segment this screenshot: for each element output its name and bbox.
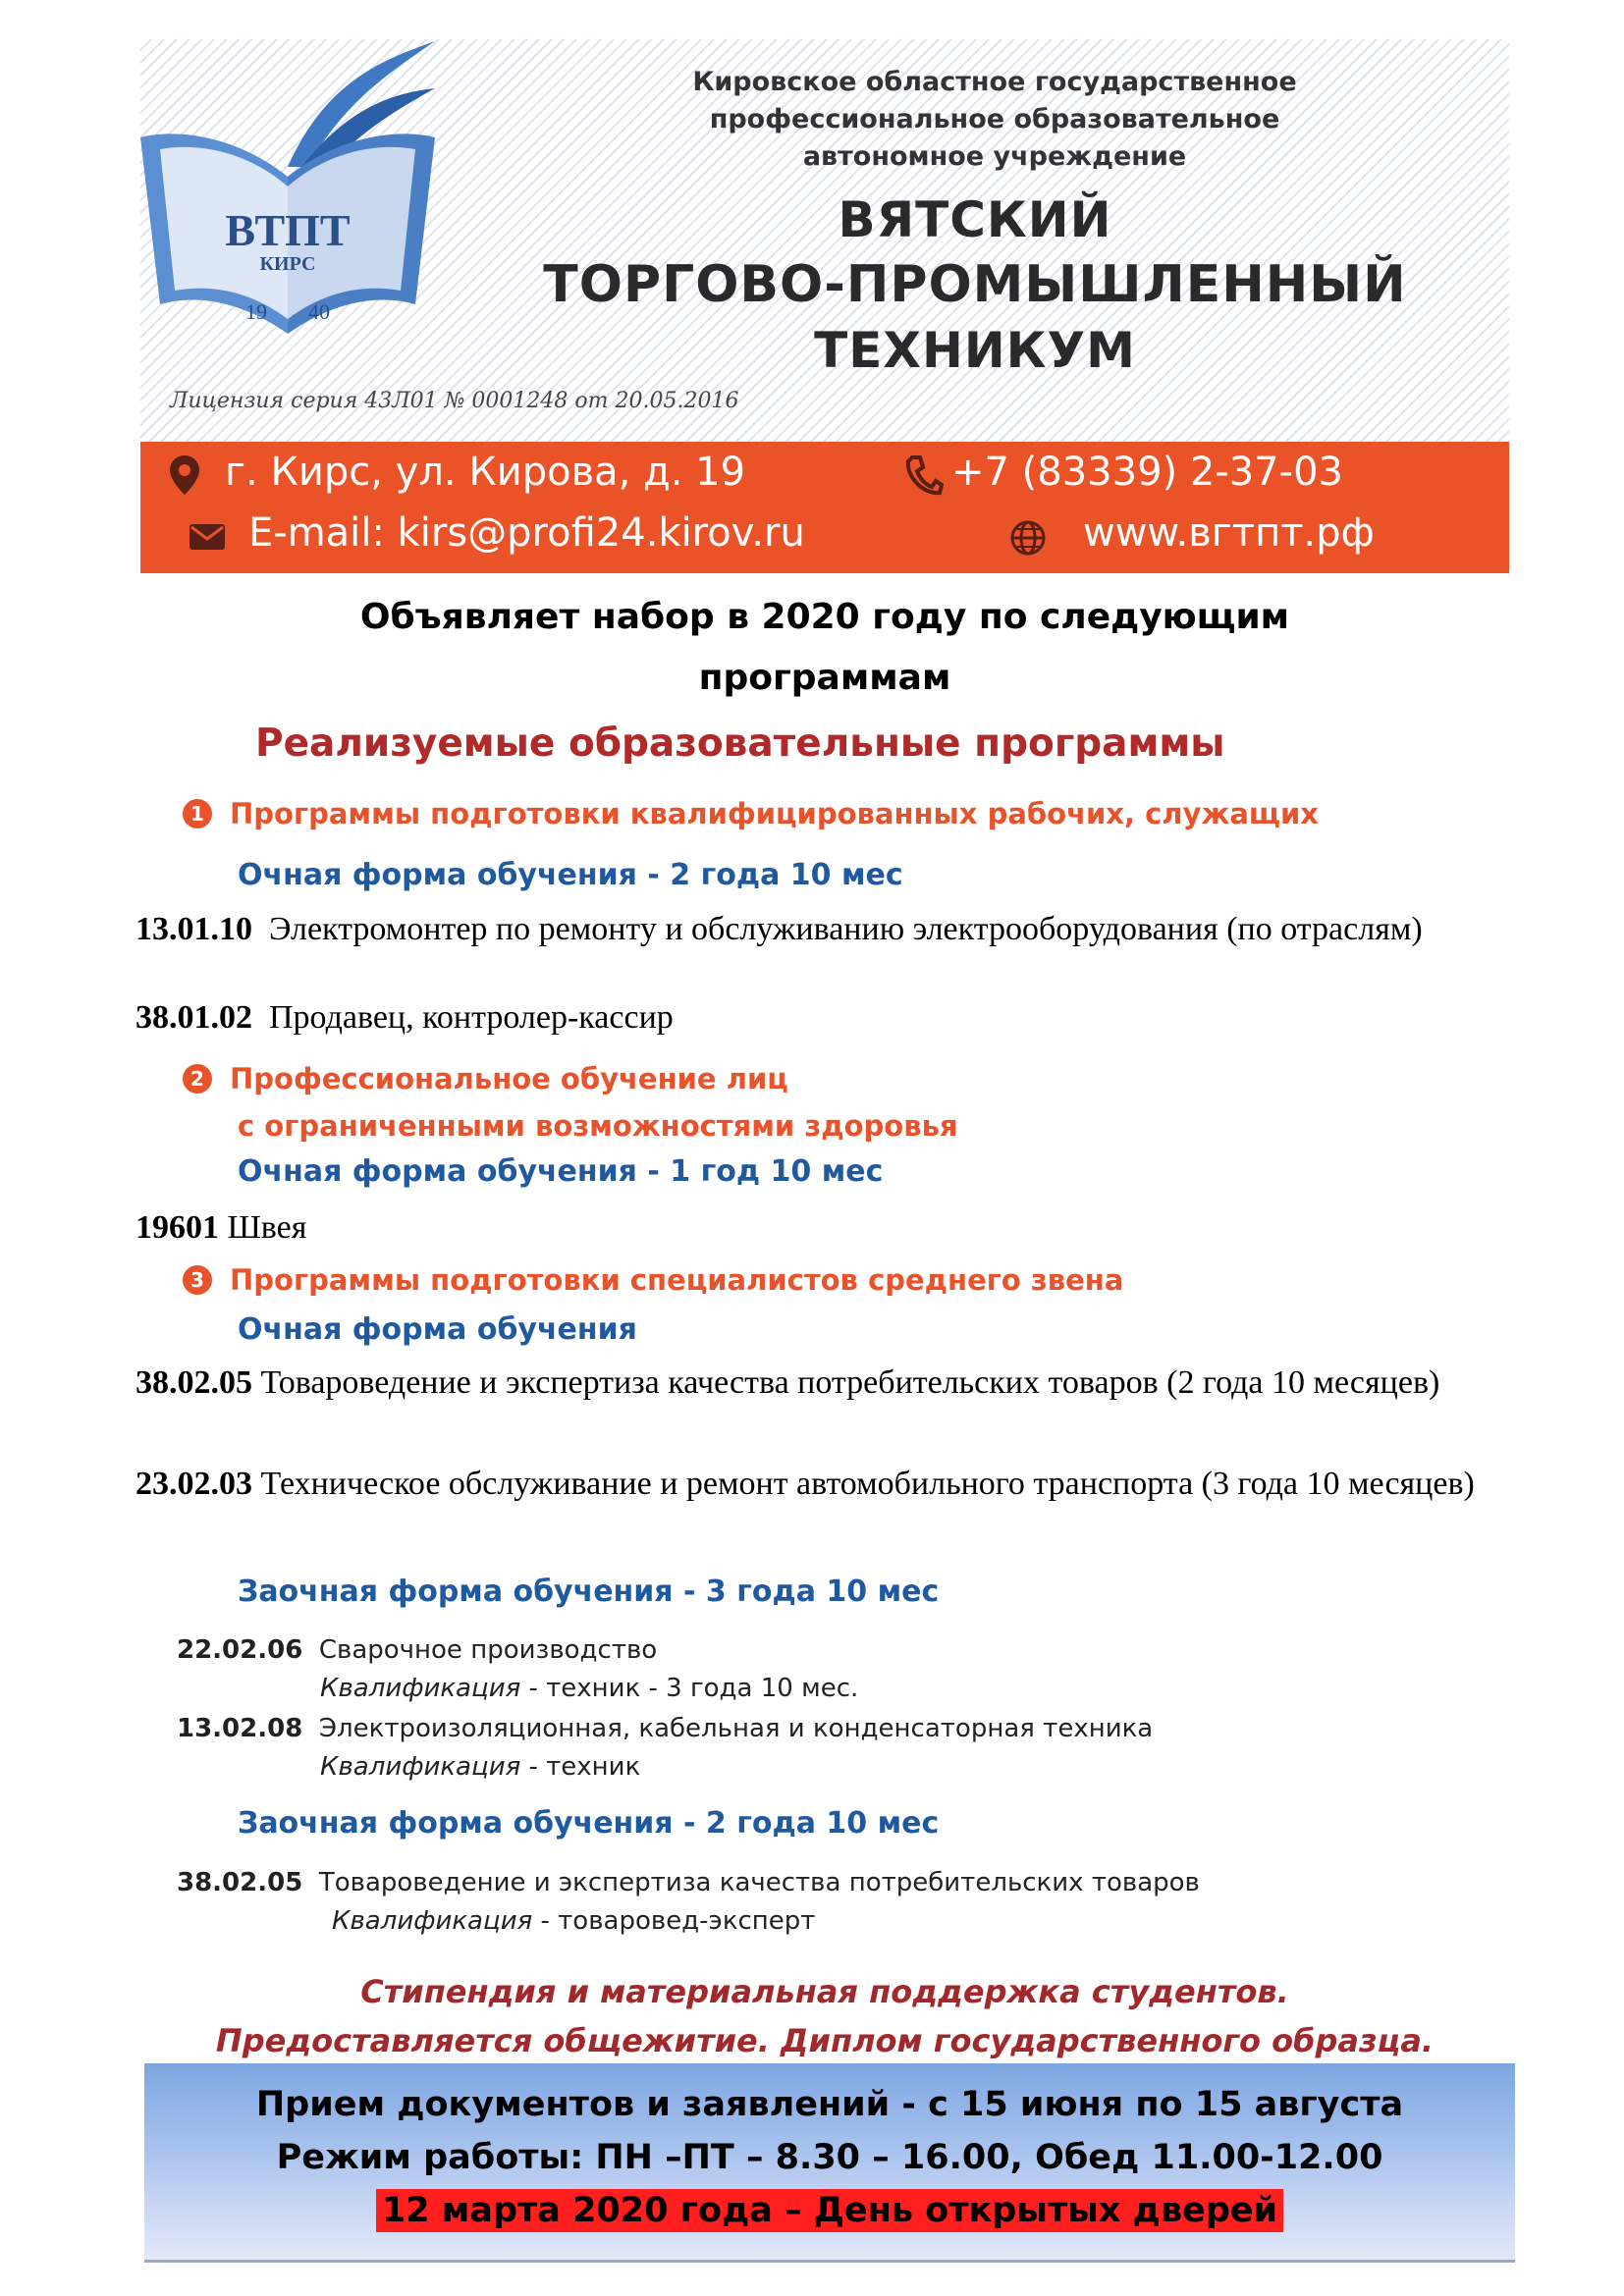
- logo-city: КИРС: [259, 253, 316, 275]
- title-line-1: ВЯТСКИЙ: [838, 191, 1112, 248]
- qualification-value: - техник: [520, 1752, 641, 1782]
- program-item: [135, 1359, 1510, 1408]
- org-line-1: Кировское областное государственное: [692, 67, 1297, 97]
- program-item: [135, 993, 1510, 1042]
- program-name: Сварочное производство: [318, 1635, 658, 1665]
- title-line-2: ТОРГОВО-ПРОМЫШЛЕННЫЙ: [543, 255, 1407, 314]
- section-1-form: Очная форма обучения - 2 года 10 мес: [238, 858, 903, 892]
- program-code: 22.02.06: [177, 1635, 303, 1665]
- qualification-value: - техник - 3 года 10 мес.: [520, 1674, 859, 1703]
- program-name: Продавец, контролер-кассир: [269, 999, 674, 1036]
- announcement-line-1: Объявляет набор в 2020 году по следующим: [359, 597, 1290, 637]
- program-name: Электромонтер по ремонту и обслуживанию электрооборудования (по отраслям): [269, 911, 1423, 947]
- qualification-key: Квалификация: [320, 1752, 521, 1782]
- program-name: Товароведение и экспертиза качества потребительских товаров: [318, 1868, 1200, 1897]
- section-2-title-line-1: Профессиональное обучение лиц: [230, 1062, 788, 1095]
- envelope-icon: [188, 522, 227, 552]
- logo-year-right: 40: [308, 299, 330, 324]
- extramural-2-form: Заочная форма обучения - 2 года 10 мес: [238, 1806, 940, 1841]
- info-box: [144, 2063, 1515, 2263]
- program-code: 38.01.02: [135, 999, 252, 1036]
- benefits-line-1: Стипендия и материальная поддержка студентов.: [360, 1973, 1289, 2010]
- program-code: 23.02.03: [135, 1466, 252, 1502]
- section-1-title: Программы подготовки квалифицированных рабочих, служащих: [230, 797, 1319, 830]
- extramural-3-form: Заочная форма обучения - 3 года 10 мес: [238, 1575, 940, 1609]
- section-1-number: 1: [183, 799, 212, 828]
- extramural-program: [177, 1714, 1153, 1743]
- program-name: Швея: [227, 1209, 307, 1246]
- program-item: [135, 1203, 1510, 1253]
- qualification-line: [320, 1674, 858, 1703]
- working-hours: Режим работы: ПН –ПТ – 8.30 – 16.00, Обед 11.00-12.00: [276, 2138, 1383, 2177]
- program-code: 13.02.08: [177, 1714, 303, 1743]
- org-line-3: автономное учреждение: [802, 141, 1187, 172]
- qualification-key: Квалификация: [320, 1674, 521, 1703]
- program-code: 38.02.05: [135, 1364, 252, 1401]
- program-name: Техническое обслуживание и ремонт автомобильного транспорта (3 года 10 месяцев): [260, 1466, 1475, 1502]
- address-text: г. Кирс, ул. Кирова, д. 19: [225, 450, 746, 495]
- section-2-title-line-2: с ограниченными возможностями здоровья: [238, 1109, 958, 1143]
- qualification-line: [332, 1906, 815, 1936]
- section-3-number: 3: [183, 1265, 212, 1295]
- qualification-key: Квалификация: [332, 1906, 533, 1936]
- program-item: [135, 1460, 1510, 1509]
- phone-icon: [904, 454, 944, 497]
- open-day-banner: 12 марта 2020 года – День открытых дверей: [376, 2189, 1283, 2232]
- program-code: 38.02.05: [177, 1868, 303, 1897]
- program-name: Электроизоляционная, кабельная и конденсаторная техника: [318, 1714, 1154, 1743]
- program-name: Товароведение и экспертиза качества потребительских товаров (2 года 10 месяцев): [260, 1364, 1440, 1401]
- logo-abbr: ВТПТ: [225, 205, 351, 255]
- programs-heading: Реализуемые образовательные программы: [255, 721, 1225, 766]
- section-3-form: Очная форма обучения: [238, 1312, 637, 1347]
- map-pin-icon: [168, 454, 201, 497]
- extramural-program: [177, 1635, 657, 1665]
- program-item: [135, 905, 1510, 954]
- logo-year-left: 19: [245, 299, 267, 324]
- email-text: E-mail: kirs@profi24.kirov.ru: [248, 510, 805, 556]
- phone-text: +7 (83339) 2-37-03: [951, 450, 1343, 495]
- header-banner: [140, 39, 1509, 442]
- section-1-header: [183, 797, 1319, 830]
- announcement-line-2: программам: [698, 658, 951, 698]
- admission-dates: Прием документов и заявлений - с 15 июня по 15 августа: [255, 2085, 1404, 2124]
- org-line-2: профессиональное образовательное: [709, 104, 1280, 134]
- section-2-form: Очная форма обучения - 1 год 10 мес: [238, 1154, 884, 1189]
- benefits-line-2: Предоставляется общежитие. Диплом государственного образца.: [215, 2022, 1435, 2059]
- section-2-number: 2: [183, 1064, 212, 1094]
- globe-icon: [1008, 518, 1048, 558]
- college-logo: [140, 39, 435, 363]
- section-3-title: Программы подготовки специалистов среднего звена: [230, 1263, 1124, 1297]
- program-code: 13.01.10: [135, 911, 252, 947]
- program-code: 19601: [135, 1209, 219, 1246]
- title-line-3: ТЕХНИКУМ: [814, 322, 1136, 379]
- extramural-program: [177, 1868, 1200, 1897]
- open-day-row: [144, 2189, 1515, 2232]
- section-3-header: [183, 1263, 1123, 1297]
- qualification-value: - товаровед-эксперт: [532, 1906, 816, 1936]
- license-text: Лицензия серия 43Л01 № 0001248 от 20.05.2016: [170, 389, 739, 413]
- section-2-header: [183, 1062, 788, 1095]
- contact-bar: [140, 442, 1509, 573]
- website-text: www.вгтпт.рф: [1083, 510, 1375, 556]
- qualification-line: [320, 1752, 640, 1782]
